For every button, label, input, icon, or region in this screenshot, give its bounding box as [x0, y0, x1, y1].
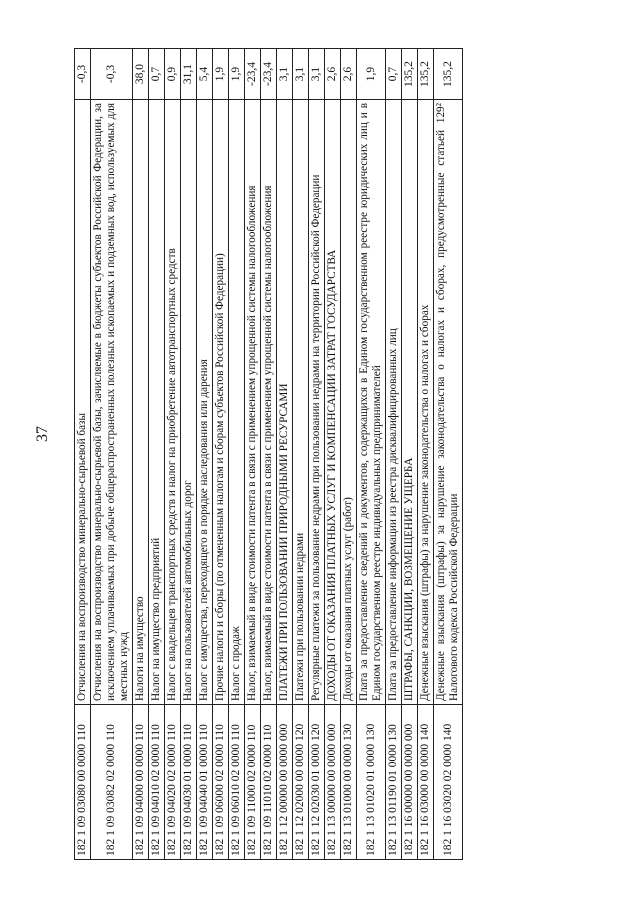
- cell-value: 5,4: [197, 49, 213, 100]
- table-row: [229, 49, 245, 860]
- cell-name: Денежные взыскания (штрафы) за нарушение законодательства о налогах и сборах, предусмотренные статьей 129² Налогового кодекса Российской Федерации: [434, 100, 463, 705]
- cell-code: 182 1 09 11010 02 0000 110: [261, 705, 277, 860]
- cell-name: Регулярные платежи за пользование недрами при пользовании недрами на территории Российской Федерации: [309, 100, 325, 705]
- cell-value: 3,1: [293, 49, 309, 100]
- cell-value: -23,4: [245, 49, 261, 100]
- cell-name: Налог на пользователей автомобильных дорог: [181, 100, 197, 705]
- cell-name: Платежи при пользовании недрами: [293, 100, 309, 705]
- cell-code: 182 1 09 03082 02 0000 110: [91, 705, 133, 860]
- cell-code: 182 1 09 06000 02 0000 110: [213, 705, 229, 860]
- table-row: [277, 49, 293, 860]
- cell-code: 182 1 09 04020 02 0000 110: [165, 705, 181, 860]
- cell-value: 1,9: [213, 49, 229, 100]
- cell-code: 182 1 12 02000 00 0000 120: [293, 705, 309, 860]
- cell-name: Денежные взыскания (штрафы) за нарушение законодательства о налогах и сборах: [418, 100, 434, 705]
- table-row: [293, 49, 309, 860]
- cell-code: 182 1 13 01020 01 0000 130: [357, 705, 386, 860]
- table-row: [75, 49, 91, 860]
- cell-code: 182 1 16 03000 00 0000 140: [418, 705, 434, 860]
- cell-name: Налог на имущество предприятий: [149, 100, 165, 705]
- cell-value: 2,6: [325, 49, 341, 100]
- cell-code: 182 1 09 11000 02 0000 110: [245, 705, 261, 860]
- budget-classification-table: [74, 48, 463, 860]
- cell-code: 182 1 09 04040 01 0000 110: [197, 705, 213, 860]
- table-row: [165, 49, 181, 860]
- cell-name: Плата за предоставление сведений и документов, содержащихся в Едином государственном реестре юридических лиц и в Едином государственном реестре индивидуальных предпринимателей: [357, 100, 386, 705]
- cell-name: Доходы от оказания платных услуг (работ): [341, 100, 357, 705]
- table-row: [386, 49, 402, 860]
- cell-name: ПЛАТЕЖИ ПРИ ПОЛЬЗОВАНИИ ПРИРОДНЫМИ РЕСУРСАМИ: [277, 100, 293, 705]
- table-row: [261, 49, 277, 860]
- cell-value: -23,4: [261, 49, 277, 100]
- cell-name: Налог с продаж: [229, 100, 245, 705]
- table-row: [133, 49, 149, 860]
- cell-value: 1,9: [357, 49, 386, 100]
- cell-value: 3,1: [309, 49, 325, 100]
- cell-code: 182 1 09 06010 02 0000 110: [229, 705, 245, 860]
- cell-name: Налоги на имущество: [133, 100, 149, 705]
- table-row: [149, 49, 165, 860]
- page-number: 37: [34, 426, 51, 442]
- cell-name: Отчисления на воспроизводство минерально-сырьевой базы, зачисляемые в бюджеты субъектов Российской Федерации, за исключением уплачиваемых при добыче общераспространенных полезных ископаемых и подземных вод, используемых для местных нужд: [91, 100, 133, 705]
- cell-name: Налог с имущества, переходящего в порядке наследования или дарения: [197, 100, 213, 705]
- cell-code: 182 1 16 00000 00 0000 000: [402, 705, 418, 860]
- cell-name: Налог, взимаемый в виде стоимости патента в связи с применением упрощенной системы налогообложения: [261, 100, 277, 705]
- table-row: [418, 49, 434, 860]
- table-row: [181, 49, 197, 860]
- cell-value: 31,1: [181, 49, 197, 100]
- table-row: [434, 49, 463, 860]
- cell-name: ДОХОДЫ ОТ ОКАЗАНИЯ ПЛАТНЫХ УСЛУГ И КОМПЕНСАЦИИ ЗАТРАТ ГОСУДАРСТВА: [325, 100, 341, 705]
- cell-code: 182 1 09 03080 00 0000 110: [75, 705, 91, 860]
- cell-code: 182 1 13 01000 00 0000 130: [341, 705, 357, 860]
- cell-value: 3,1: [277, 49, 293, 100]
- table-row: [325, 49, 341, 860]
- cell-value: 0,7: [386, 49, 402, 100]
- cell-code: 182 1 16 03020 02 0000 140: [434, 705, 463, 860]
- cell-name: Плата за предоставление информации из реестра дисквалифицированных лиц: [386, 100, 402, 705]
- cell-code: 182 1 13 01190 01 0000 130: [386, 705, 402, 860]
- cell-code: 182 1 12 00000 00 0000 000: [277, 705, 293, 860]
- table-row: [91, 49, 133, 860]
- cell-code: 182 1 12 02030 01 0000 120: [309, 705, 325, 860]
- table-row: [245, 49, 261, 860]
- cell-value: 135,2: [418, 49, 434, 100]
- rotated-table-area: [74, 48, 640, 856]
- table-row: [213, 49, 229, 860]
- cell-value: 2,6: [341, 49, 357, 100]
- cell-value: 135,2: [402, 49, 418, 100]
- table-row: [341, 49, 357, 860]
- cell-name: ШТРАФЫ, САНКЦИИ, ВОЗМЕЩЕНИЕ УЩЕРБА: [402, 100, 418, 705]
- cell-name: Прочие налоги и сборы (по отмененным налогам и сборам субъектов Российской Федерации): [213, 100, 229, 705]
- cell-value: -0,3: [75, 49, 91, 100]
- cell-value: -0,3: [91, 49, 133, 100]
- table-row: [197, 49, 213, 860]
- table-row: [402, 49, 418, 860]
- cell-code: 182 1 13 00000 00 0000 000: [325, 705, 341, 860]
- cell-value: 0,7: [149, 49, 165, 100]
- cell-code: 182 1 09 04000 00 0000 110: [133, 705, 149, 860]
- cell-name: Отчисления на воспроизводство минерально-сырьевой базы: [75, 100, 91, 705]
- cell-code: 182 1 09 04010 02 0000 110: [149, 705, 165, 860]
- table-row: [357, 49, 386, 860]
- cell-name: Налог с владельцев транспортных средств и налог на приобретение автотранспортных средств: [165, 100, 181, 705]
- cell-value: 1,9: [229, 49, 245, 100]
- cell-value: 0,9: [165, 49, 181, 100]
- cell-name: Налог, взимаемый в виде стоимости патента в связи с применением упрощенной системы налогообложения: [245, 100, 261, 705]
- table-row: [309, 49, 325, 860]
- cell-value: 135,2: [434, 49, 463, 100]
- cell-value: 38,0: [133, 49, 149, 100]
- cell-code: 182 1 09 04030 01 0000 110: [181, 705, 197, 860]
